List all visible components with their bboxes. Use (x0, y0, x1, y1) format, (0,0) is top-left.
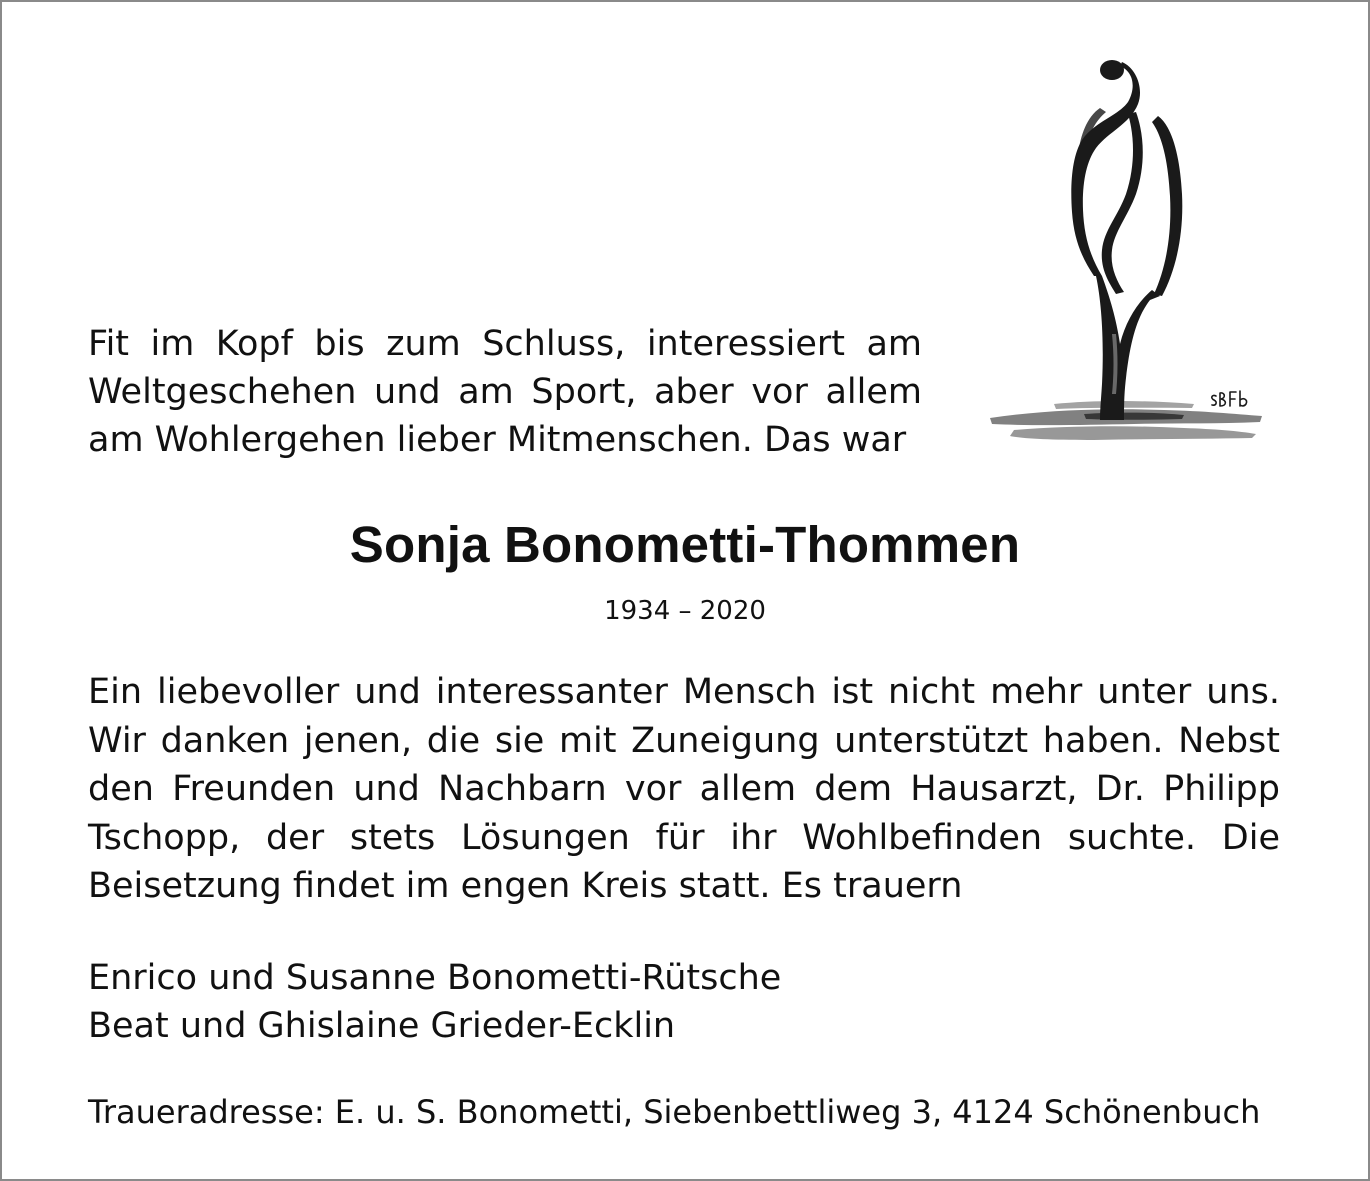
deceased-name: Sonja Bonometti-Thommen (349, 516, 1021, 573)
mourner-entry: Enrico und Susanne Bonometti-Rütsche (88, 958, 782, 998)
abstract-figure-sculpture-icon (984, 44, 1266, 464)
mourner-entry: Beat und Ghislaine Grieder-Ecklin (88, 1006, 676, 1046)
intro-text: Fit im Kopf bis zum Schluss, interessiert am Weltgeschehen und am Sport, aber vor allem am Wohlergehen lieber Mitmenschen. Das war (88, 324, 922, 460)
mourning-address: Traueradresse: E. u. S. Bonometti, Siebenbettliweg 3, 4124 Schönenbuch (88, 1093, 1261, 1131)
mourners-list (88, 954, 1280, 1050)
main-message: Ein liebevoller und interessanter Mensch ist nicht mehr unter uns. Wir danken jenen, die sie mit Zuneigung unterstützt haben. Nebst den Freunden und Nachbarn vor allem dem Hausarzt, Dr. Philipp Tschopp, der stets Lösungen für ihr Wohlbefinden suchte. Die Beisetzung findet im engen Kreis statt. Es trauern (88, 672, 1280, 906)
life-years: 1934 – 2020 (604, 596, 766, 626)
